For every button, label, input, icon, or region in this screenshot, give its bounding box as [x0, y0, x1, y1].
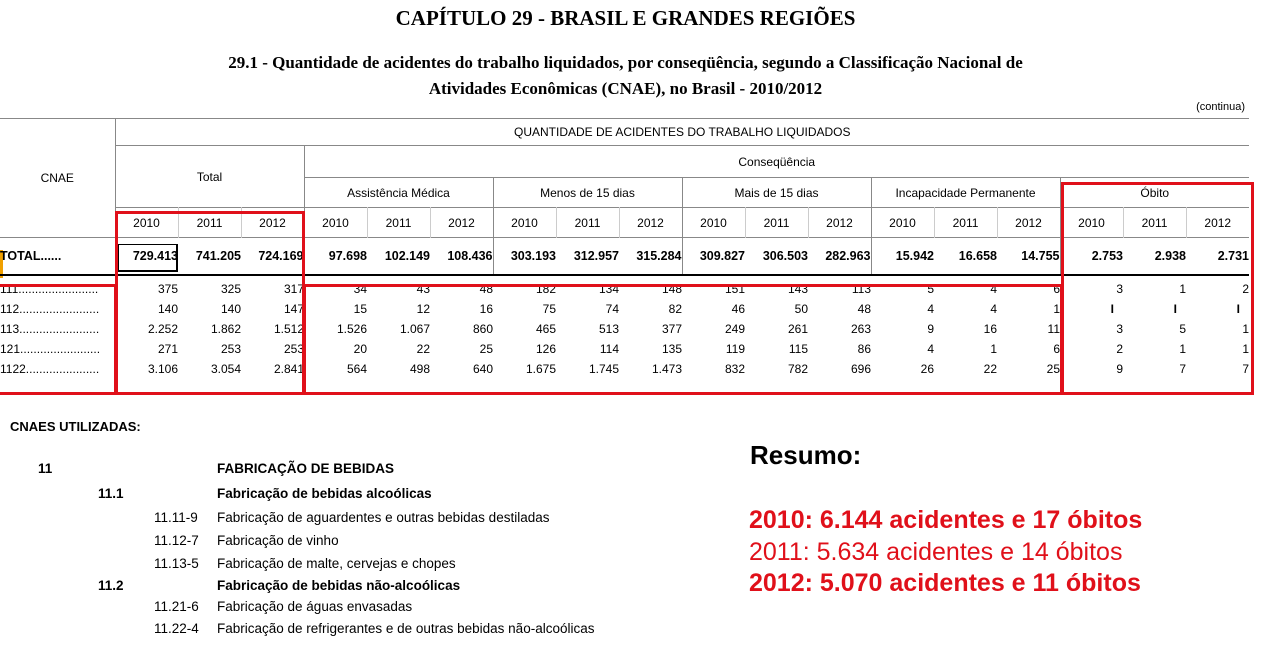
cnae-desc: Fabricação de aguardentes e outras bebidas destiladas: [217, 510, 550, 525]
cnae-code: 11.2: [98, 578, 124, 593]
value-cell: 564: [346, 362, 367, 376]
resumo-line-2012: 2012: 5.070 acidentes e 11 óbitos: [749, 569, 1141, 597]
chapter-title: CAPÍTULO 29 - BRASIL E GRANDES REGIÕES: [395, 6, 856, 30]
total-cell: 741.205: [178, 238, 241, 276]
table-subtitle: [0, 50, 1251, 102]
group-header-assistencia: Assistência Médica: [304, 178, 493, 208]
cnae-desc: Fabricação de vinho: [217, 533, 339, 548]
year-header: 2010: [1060, 208, 1123, 238]
value-cell: I: [1236, 302, 1240, 316]
value-cell: 1: [1053, 302, 1060, 316]
value-cell: 1: [1179, 342, 1186, 356]
value-cell: 263: [850, 322, 871, 336]
year-header: 2012: [1204, 215, 1232, 230]
value-cell: 253: [220, 342, 241, 356]
total-cell: 315.284: [619, 238, 682, 276]
value-cell: 48: [857, 302, 871, 316]
year-header: 2012: [997, 208, 1060, 238]
value-cell: 2: [1242, 282, 1249, 296]
subtitle-line-1: 29.1 - Quantidade de acidentes do trabalho liquidados, por conseqüência, segundo a Classificação Nacional de: [228, 53, 1023, 72]
value-cell: I: [1173, 302, 1177, 316]
cnae-cell: 113........................: [0, 322, 100, 336]
value-cell: 50: [794, 302, 808, 316]
value-cell: 134: [598, 282, 619, 296]
value-cell: 3.054: [210, 362, 241, 376]
year-header: 2011: [934, 208, 997, 238]
cnae-cell: 1122......................: [0, 362, 100, 376]
group-header-incapacidade: Incapacidade Permanente: [871, 178, 1060, 208]
value-cell: 86: [857, 342, 871, 356]
resumo-line-2011: 2011: 5.634 acidentes e 14 óbitos: [749, 538, 1123, 566]
value-cell: 4: [990, 282, 997, 296]
subtitle-line-2: Atividades Econômicas (CNAE), no Brasil - 2010/2012: [428, 79, 823, 98]
year-header: 2010: [871, 208, 934, 238]
cnaes-title: CNAES UTILIZADAS:: [10, 419, 141, 434]
value-cell: 22: [983, 362, 997, 376]
value-cell: 465: [535, 322, 556, 336]
value-cell: 782: [787, 362, 808, 376]
value-cell: 498: [409, 362, 430, 376]
consequencia-header: Conseqüência: [738, 154, 816, 169]
value-cell: 140: [157, 302, 178, 316]
total-cell: 15.942: [871, 238, 934, 276]
year-header: 2012: [430, 208, 493, 238]
value-cell: 832: [724, 362, 745, 376]
value-cell: 1: [1242, 342, 1249, 356]
value-cell: 6: [1053, 282, 1060, 296]
value-cell: 43: [416, 282, 430, 296]
value-cell: 253: [283, 342, 304, 356]
value-cell: 9: [1116, 362, 1123, 376]
value-cell: 75: [542, 302, 556, 316]
total-cell: 102.149: [367, 238, 430, 276]
table-row: [0, 279, 1249, 299]
value-cell: 1.473: [651, 362, 682, 376]
cnae-code: 11.12-7: [154, 533, 199, 548]
total-cell: 309.827: [682, 238, 745, 276]
value-cell: 3.106: [147, 362, 178, 376]
value-cell: 182: [535, 282, 556, 296]
value-cell: 46: [731, 302, 745, 316]
value-cell: 1: [990, 342, 997, 356]
year-header: 2011: [367, 208, 430, 238]
value-cell: 9: [927, 322, 934, 336]
value-cell: 261: [787, 322, 808, 336]
value-cell: 1.675: [525, 362, 556, 376]
value-cell: 640: [472, 362, 493, 376]
total-row-label: TOTAL......: [0, 238, 115, 276]
value-cell: 12: [416, 302, 430, 316]
total-cell: 14.755: [997, 238, 1060, 276]
total-cell: 312.957: [556, 238, 619, 276]
total-cell: 282.963: [808, 238, 871, 276]
value-cell: 135: [661, 342, 682, 356]
value-cell: 148: [661, 282, 682, 296]
value-cell: 16: [983, 322, 997, 336]
value-cell: 16: [479, 302, 493, 316]
value-cell: 140: [220, 302, 241, 316]
group-header-obito: Óbito: [1140, 185, 1170, 200]
table-row: [0, 319, 1249, 339]
value-cell: 1.745: [588, 362, 619, 376]
value-cell: 25: [1046, 362, 1060, 376]
cnae-header: CNAE: [0, 119, 115, 238]
value-cell: 249: [724, 322, 745, 336]
table-row: [0, 299, 1249, 319]
value-cell: 26: [920, 362, 934, 376]
value-cell: 25: [479, 342, 493, 356]
year-header: 2010: [304, 208, 367, 238]
total-cell: 303.193: [493, 238, 556, 276]
total-cell: 16.658: [934, 238, 997, 276]
value-cell: 1.512: [273, 322, 304, 336]
value-cell: I: [1110, 302, 1114, 316]
value-cell: 1: [1242, 322, 1249, 336]
year-header: 2011: [556, 208, 619, 238]
value-cell: 377: [661, 322, 682, 336]
value-cell: 74: [605, 302, 619, 316]
value-cell: 143: [787, 282, 808, 296]
total-cell: 97.698: [304, 238, 367, 276]
total-cell: 108.436: [430, 238, 493, 276]
cnae-desc: FABRICAÇÃO DE BEBIDAS: [217, 461, 395, 476]
value-cell: 2: [1116, 342, 1123, 356]
value-cell: 6: [1053, 342, 1060, 356]
resumo-line-2010: 2010: 6.144 acidentes e 17 óbitos: [749, 506, 1143, 534]
total-cell: 306.503: [745, 238, 808, 276]
year-header: 2011: [745, 208, 808, 238]
cnae-desc: Fabricação de águas envasadas: [217, 599, 413, 614]
total-cell: 724.169: [241, 238, 304, 276]
cnae-code: 11.22-4: [154, 621, 199, 636]
cnae-desc: Fabricação de bebidas alcoólicas: [217, 486, 432, 501]
value-cell: 513: [598, 322, 619, 336]
value-cell: 48: [479, 282, 493, 296]
cnae-desc: Fabricação de bebidas não-alcoólicas: [217, 578, 461, 593]
value-cell: 22: [416, 342, 430, 356]
value-cell: 696: [850, 362, 871, 376]
value-cell: 3: [1116, 282, 1123, 296]
value-cell: 860: [472, 322, 493, 336]
value-cell: 20: [353, 342, 367, 356]
total-cell: 2.938: [1123, 238, 1186, 276]
cnae-desc: Fabricação de refrigerantes e de outras bebidas não-alcoólicas: [217, 621, 595, 636]
year-header: 2010: [115, 208, 178, 238]
value-cell: 3: [1116, 322, 1123, 336]
year-header: 2012: [808, 208, 871, 238]
total-header: Total: [115, 146, 304, 208]
value-cell: 2.252: [147, 322, 178, 336]
year-header: 2011: [1123, 208, 1186, 238]
value-cell: 2.841: [273, 362, 304, 376]
total-cell[interactable]: 729.413: [115, 238, 178, 276]
total-cell: 2.753: [1060, 238, 1123, 276]
cnae-code: 11.21-6: [154, 599, 199, 614]
value-cell: 1.067: [399, 322, 430, 336]
value-cell: 4: [927, 342, 934, 356]
quantity-header: QUANTIDADE DE ACIDENTES DO TRABALHO LIQUIDADOS: [513, 125, 851, 139]
value-cell: 11: [1047, 322, 1060, 336]
value-cell: 1.862: [210, 322, 241, 336]
value-cell: 115: [788, 342, 808, 356]
value-cell: 7: [1179, 362, 1186, 376]
group-header-menos15: Menos de 15 dias: [493, 178, 682, 208]
table-row: [0, 359, 1249, 379]
value-cell: 4: [927, 302, 934, 316]
selected-cell-outline: [118, 244, 178, 272]
cnae-code: 11.11-9: [154, 510, 198, 525]
cnae-cell: 112........................: [0, 302, 100, 316]
value-cell: 1: [1179, 282, 1186, 296]
value-cell: 375: [157, 282, 178, 296]
cnae-code: 11: [38, 461, 53, 476]
year-header: 2010: [493, 208, 556, 238]
value-cell: 1.526: [336, 322, 367, 336]
table-row: [0, 339, 1249, 359]
total-cell: 2.731: [1186, 238, 1249, 276]
value-cell: 271: [157, 342, 178, 356]
year-header: 2012: [241, 208, 304, 238]
year-header: 2011: [178, 208, 241, 238]
cnae-code: 11.13-5: [154, 556, 199, 571]
group-header-mais15: Mais de 15 dias: [682, 178, 871, 208]
continua-note: (continua): [1196, 101, 1245, 113]
value-cell: 4: [990, 302, 997, 316]
value-cell: 15: [353, 302, 367, 316]
cnae-cell: 121........................: [0, 342, 101, 356]
value-cell: 5: [1179, 322, 1186, 336]
accidents-table: [0, 118, 1249, 379]
value-cell: 325: [220, 282, 241, 296]
value-cell: 147: [283, 302, 304, 316]
year-header: 2010: [682, 208, 745, 238]
value-cell: 5: [927, 282, 934, 296]
resumo-title: Resumo:: [750, 440, 862, 470]
value-cell: 151: [724, 282, 745, 296]
cnae-desc: Fabricação de malte, cervejas e chopes: [217, 556, 456, 571]
value-cell: 317: [283, 282, 304, 296]
year-header: 2012: [619, 208, 682, 238]
value-cell: 114: [599, 342, 619, 356]
cnae-cell: 111........................: [0, 282, 99, 296]
value-cell: 7: [1242, 362, 1249, 376]
cnae-code: 11.1: [98, 486, 124, 501]
value-cell: 34: [353, 282, 367, 296]
value-cell: 113: [851, 282, 871, 296]
value-cell: 126: [535, 342, 556, 356]
value-cell: 119: [725, 342, 745, 356]
value-cell: 82: [668, 302, 682, 316]
